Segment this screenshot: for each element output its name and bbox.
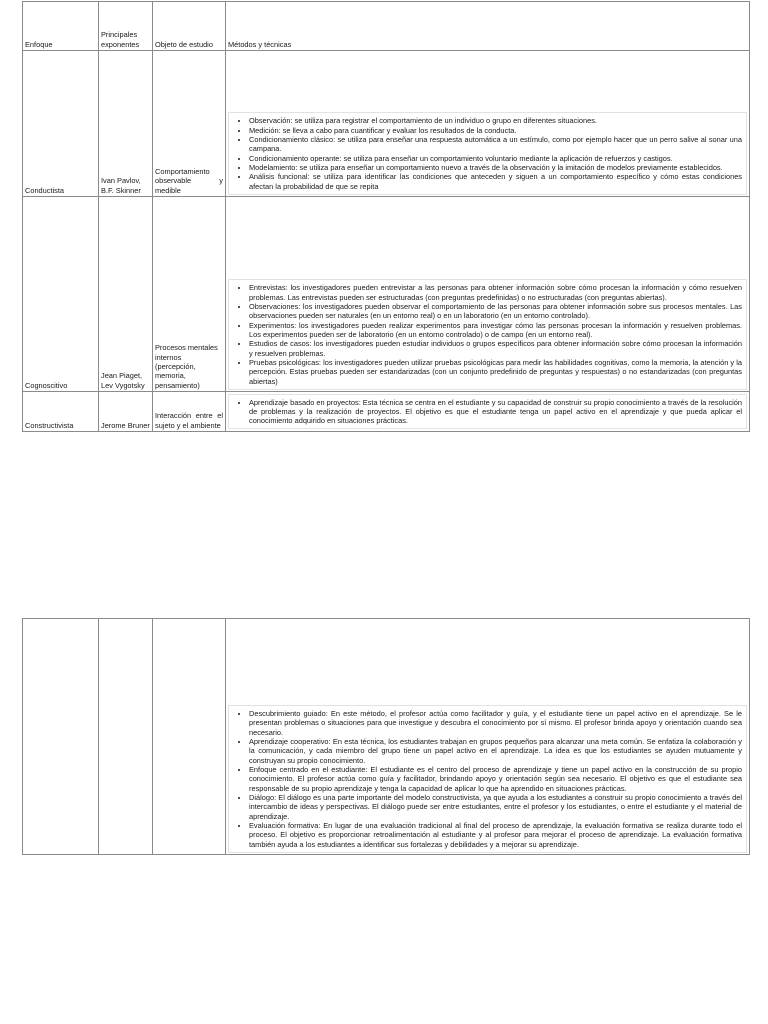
list-item: • Observaciones: los investigadores pueden observar el comportamiento de las personas para obtener información sobre sus procesos mentales. Las observaciones pueden ser naturales (en un entorno real) o en un laboratorio (en un entorno controlado). <box>249 302 742 321</box>
exponentes-cell: Ivan Pavlov, B.F. Skinner <box>99 51 153 197</box>
metodos-list <box>233 283 742 386</box>
enfoque-cell <box>23 619 99 855</box>
objeto-cell: Comportamiento observable y medible <box>153 51 226 197</box>
metodos-cell <box>226 197 750 392</box>
header-enfoque: Enfoque <box>23 2 99 51</box>
enfoques-table <box>22 1 750 432</box>
header-metodos: Métodos y técnicas <box>226 2 750 51</box>
list-item: • Diálogo: El diálogo es una parte importante del modelo constructivista, ya que ayuda a los estudiantes a construir su propio conocimiento a través del intercambio de ideas y perspectivas. El diálogo puede ser entre estudiantes, entre el profesor y los estudiantes, o entre el estudiante y el material de aprendizaje. <box>249 793 742 821</box>
metodos-cell <box>226 51 750 197</box>
enfoque-cell: Cognoscitivo <box>23 197 99 392</box>
list-item: • Entrevistas: los investigadores pueden entrevistar a las personas para obtener información sobre cómo procesan la información y cómo resuelven problemas. Las entrevistas pueden ser estructuradas (con preguntas predefinidas) o no estructuradas (con preguntas abiertas). <box>249 283 742 302</box>
exponentes-cell <box>99 619 153 855</box>
enfoque-cell: Conductista <box>23 51 99 197</box>
list-item: • Estudios de casos: los investigadores pueden estudiar individuos o grupos específicos para obtener información sobre cómo procesan la información y resuelven problemas. <box>249 339 742 358</box>
metodos-cell <box>226 619 750 855</box>
enfoque-cell: Constructivista <box>23 392 99 432</box>
list-item: • Aprendizaje cooperativo: En esta técnica, los estudiantes trabajan en grupos pequeños para alcanzar una meta común. Se enfatiza la colaboración y la comunicación, y cada miembro del grupo tiene un papel activo en el aprendizaje. La idea es que los estudiantes se ayuden mutuamente y construyan su propio conocimiento. <box>249 737 742 765</box>
list-item: • Experimentos: los investigadores pueden realizar experimentos para investigar cómo las personas procesan la información y resuelven problemas. Los experimentos pueden ser de laboratorio (en un entorno controlado) o de campo (en un entorno real). <box>249 321 742 340</box>
metodos-list <box>233 116 742 191</box>
metodos-list <box>233 398 742 426</box>
metodos-cell <box>226 392 750 432</box>
metodos-list <box>233 709 742 849</box>
list-item: • Evaluación formativa: En lugar de una evaluación tradicional al final del proceso de aprendizaje, la evaluación formativa se realiza durante todo el proceso. El objetivo es proporcionar retroalimentación al estudiante y al profesor para mejorar el proceso de aprendizaje. La evaluación formativa también ayuda a los estudiantes a identificar sus fortalezas y debilidades y a mejorar su aprendizaje. <box>249 821 742 849</box>
list-item: • Condicionamiento clásico: se utiliza para enseñar una respuesta automática a un estímulo, como por ejemplo hacer que un perro salive al sonar una campana. <box>249 135 742 154</box>
exponentes-cell: Jean Piaget, Lev Vygotsky <box>99 197 153 392</box>
header-objeto: Objeto de estudio <box>153 2 226 51</box>
table-row <box>23 51 750 197</box>
table-row <box>23 197 750 392</box>
table-row <box>23 619 750 855</box>
objeto-cell: Procesos mentales internos (percepción, memoria, pensamiento) <box>153 197 226 392</box>
list-item: • Descubrimiento guiado: En este método, el profesor actúa como facilitador y guía, y el estudiante tiene un papel activo en el aprendizaje. Se le presentan problemas o situaciones para que investigue y descubra el conocimiento por sí mismo. El profesor brinda apoyo y orientación cuando sea necesario. <box>249 709 742 737</box>
objeto-cell: Interacción entre el sujeto y el ambiente <box>153 392 226 432</box>
list-item: • Pruebas psicológicas: los investigadores pueden utilizar pruebas psicológicas para medir las habilidades cognitivas, como la memoria, la atención y la percepción. Estas pruebas pueden ser estandarizadas (con un conjunto predefinido de preguntas y respuestas) o no estandarizadas (con preguntas abiertas) <box>249 358 742 386</box>
enfoques-table-continuation <box>22 618 750 855</box>
header-exponentes: Principales exponentes <box>99 2 153 51</box>
list-item: • Observación: se utiliza para registrar el comportamiento de un individuo o grupo en diferentes situaciones. <box>249 116 742 125</box>
list-item: • Modelamiento: se utiliza para enseñar un comportamiento nuevo a través de la observación y la imitación de modelos previamente establecidos. <box>249 163 742 172</box>
list-item: • Condicionamiento operante: se utiliza para enseñar un comportamiento voluntario mediante la aplicación de refuerzos y castigos. <box>249 154 742 163</box>
exponentes-cell: Jerome Bruner <box>99 392 153 432</box>
list-item: • Aprendizaje basado en proyectos: Esta técnica se centra en el estudiante y su capacidad de construir su propio conocimiento a través de la resolución de problemas y la realización de proyectos. El objetivo es que el estudiante tenga un papel activo en el aprendizaje y que pueda aplicar el conocimiento adquirido en situaciones prácticas. <box>249 398 742 426</box>
list-item: • Medición: se lleva a cabo para cuantificar y evaluar los resultados de la conducta. <box>249 126 742 135</box>
objeto-cell <box>153 619 226 855</box>
table-header-row <box>23 2 750 51</box>
table-row <box>23 392 750 432</box>
list-item: • Análisis funcional: se utiliza para identificar las condiciones que anteceden y siguen a un comportamiento específico y cómo estas condiciones afectan la probabilidad de que se repita <box>249 172 742 191</box>
list-item: • Enfoque centrado en el estudiante: El estudiante es el centro del proceso de aprendizaje y tiene un papel activo en la construcción de su propio conocimiento. El profesor actúa como guía y facilitador, brindando apoyo y orientación según sea necesario. El objetivo es que el estudiante sea responsable de su propio aprendizaje y tenga la capacidad de aplicar lo que ha aprendido en situaciones prácticas. <box>249 765 742 793</box>
